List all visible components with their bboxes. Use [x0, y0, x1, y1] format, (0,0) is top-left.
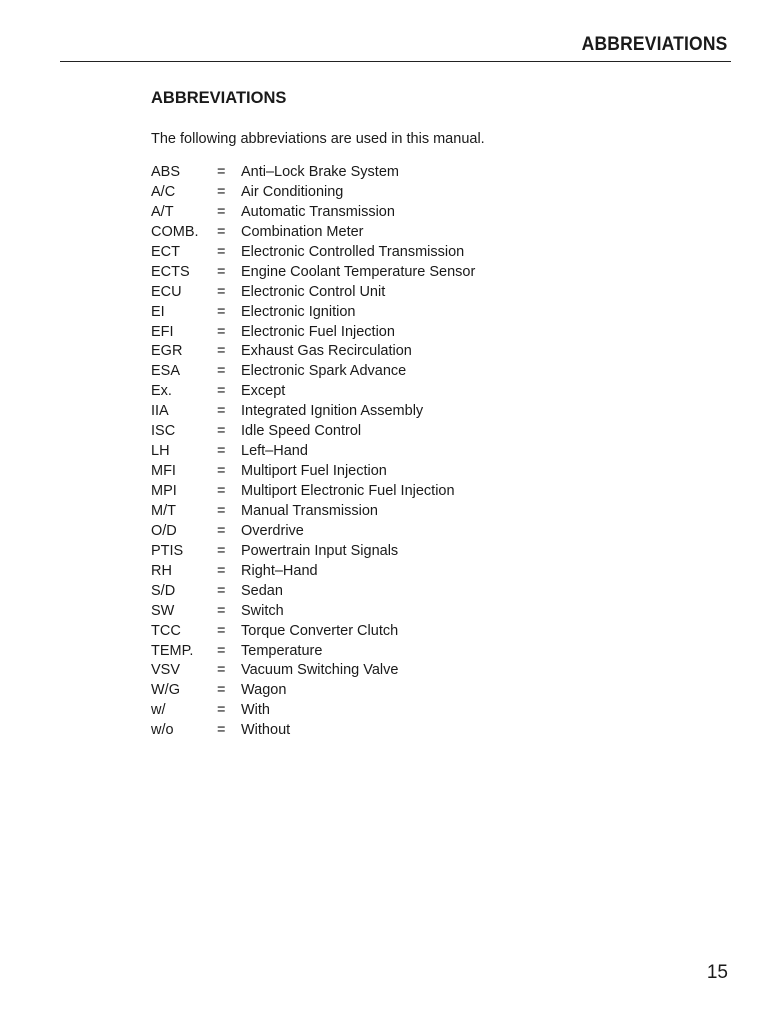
- abbreviation-definition: Left–Hand: [241, 443, 308, 460]
- abbreviation-row: [151, 283, 475, 303]
- equals-sign: =: [217, 582, 226, 599]
- abbreviation-definition: Automatic Transmission: [241, 203, 395, 220]
- equals-sign: =: [217, 383, 226, 400]
- equals-sign: =: [217, 722, 226, 739]
- abbreviation-term: EFI: [151, 323, 174, 340]
- abbreviation-definition: With: [241, 702, 270, 719]
- abbreviation-definition: Electronic Fuel Injection: [241, 323, 395, 340]
- header-divider: [60, 61, 731, 62]
- abbreviation-term: COMB.: [151, 223, 199, 240]
- abbreviation-definition: Electronic Control Unit: [241, 283, 386, 300]
- abbreviation-row: [151, 382, 475, 402]
- abbreviation-term: Ex.: [151, 383, 172, 400]
- abbreviation-definition: Sedan: [241, 582, 283, 599]
- equals-sign: =: [217, 463, 226, 480]
- abbreviation-definition: Vacuum Switching Valve: [241, 662, 399, 679]
- abbreviation-term: S/D: [151, 582, 176, 599]
- equals-sign: =: [217, 542, 226, 559]
- equals-sign: =: [217, 343, 226, 360]
- section-title: ABBREVIATIONS: [151, 89, 287, 107]
- abbreviation-row: [151, 701, 475, 721]
- abbreviation-definition: Manual Transmission: [241, 502, 378, 519]
- equals-sign: =: [217, 243, 226, 260]
- abbreviation-term: EGR: [151, 343, 183, 360]
- abbreviation-row: [151, 362, 475, 382]
- equals-sign: =: [217, 183, 226, 200]
- equals-sign: =: [217, 622, 226, 639]
- abbreviation-row: [151, 223, 475, 243]
- abbreviation-definition: Right–Hand: [241, 562, 318, 579]
- equals-sign: =: [217, 702, 226, 719]
- equals-sign: =: [217, 562, 226, 579]
- abbreviation-term: W/G: [151, 682, 180, 699]
- abbreviation-definition: Electronic Ignition: [241, 303, 356, 320]
- equals-sign: =: [217, 423, 226, 440]
- abbreviation-term: LH: [151, 443, 170, 460]
- equals-sign: =: [217, 283, 226, 300]
- abbreviation-term: SW: [151, 602, 175, 619]
- abbreviation-term: ESA: [151, 363, 181, 380]
- abbreviation-definition: Engine Coolant Temperature Sensor: [241, 263, 476, 280]
- abbreviation-term: w/: [151, 702, 166, 719]
- abbreviation-row: [151, 402, 475, 422]
- abbreviation-row: [151, 522, 475, 542]
- equals-sign: =: [217, 223, 226, 240]
- abbreviation-row: [151, 562, 475, 582]
- equals-sign: =: [217, 502, 226, 519]
- equals-sign: =: [217, 323, 226, 340]
- abbreviation-row: [151, 183, 475, 203]
- abbreviation-row: [151, 721, 475, 741]
- abbreviation-row: [151, 602, 475, 622]
- abbreviation-definition: Switch: [241, 602, 284, 619]
- abbreviation-term: VSV: [151, 662, 181, 679]
- abbreviation-definition: Temperature: [241, 642, 323, 659]
- equals-sign: =: [217, 602, 226, 619]
- abbreviation-term: ISC: [151, 423, 176, 440]
- abbreviation-definition: Powertrain Input Signals: [241, 542, 399, 559]
- abbreviation-row: [151, 303, 475, 323]
- page-number: 15: [706, 962, 728, 983]
- abbreviation-definition: Wagon: [241, 682, 287, 699]
- abbreviation-definition: Combination Meter: [241, 223, 364, 240]
- abbreviation-term: EI: [151, 303, 165, 320]
- abbreviation-definition: Electronic Controlled Transmission: [241, 243, 465, 260]
- abbreviation-row: [151, 323, 475, 343]
- equals-sign: =: [217, 164, 226, 180]
- equals-sign: =: [217, 642, 226, 659]
- abbreviation-definition: Anti–Lock Brake System: [241, 164, 399, 180]
- abbreviation-row: [151, 263, 475, 283]
- equals-sign: =: [217, 303, 226, 320]
- abbreviation-definition: Multiport Electronic Fuel Injection: [241, 483, 455, 499]
- equals-sign: =: [217, 263, 226, 280]
- abbreviation-definition: Air Conditioning: [241, 183, 344, 200]
- abbreviation-term: PTIS: [151, 542, 184, 559]
- abbreviation-row: [151, 622, 475, 642]
- abbreviation-definition: Torque Converter Clutch: [241, 622, 399, 639]
- abbreviation-row: [151, 681, 475, 701]
- equals-sign: =: [217, 682, 226, 699]
- intro-paragraph: The following abbreviations are used in this manual.: [151, 131, 485, 147]
- equals-sign: =: [217, 443, 226, 460]
- abbreviation-term: A/T: [151, 203, 174, 220]
- abbreviation-term: TCC: [151, 622, 181, 639]
- abbreviation-term: O/D: [151, 522, 177, 539]
- abbreviation-term: M/T: [151, 502, 176, 519]
- equals-sign: =: [217, 662, 226, 679]
- abbreviation-list: [151, 163, 475, 741]
- abbreviation-definition: Overdrive: [241, 522, 304, 539]
- running-header-title: ABBREVIATIONS: [581, 34, 727, 55]
- abbreviation-row: [151, 482, 475, 502]
- abbreviation-term: ABS: [151, 164, 181, 180]
- equals-sign: =: [217, 522, 226, 539]
- equals-sign: =: [217, 363, 226, 380]
- abbreviation-row: [151, 462, 475, 482]
- abbreviation-row: [151, 243, 475, 263]
- abbreviation-row: [151, 203, 475, 223]
- abbreviation-term: IIA: [151, 403, 169, 420]
- abbreviation-term: w/o: [151, 722, 174, 739]
- abbreviation-row: [151, 163, 475, 183]
- abbreviation-term: A/C: [151, 183, 176, 200]
- abbreviation-row: [151, 642, 475, 662]
- abbreviation-row: [151, 661, 475, 681]
- abbreviation-definition: Electronic Spark Advance: [241, 363, 407, 380]
- abbreviation-term: ECT: [151, 243, 180, 260]
- abbreviation-term: ECU: [151, 283, 182, 300]
- abbreviation-definition: Except: [241, 383, 286, 400]
- abbreviation-definition: Without: [241, 722, 291, 739]
- abbreviation-definition: Exhaust Gas Recirculation: [241, 343, 412, 360]
- abbreviation-row: [151, 502, 475, 522]
- equals-sign: =: [217, 483, 226, 499]
- abbreviation-row: [151, 442, 475, 462]
- abbreviation-term: MPI: [151, 483, 177, 499]
- abbreviation-definition: Multiport Fuel Injection: [241, 463, 387, 480]
- equals-sign: =: [217, 203, 226, 220]
- abbreviation-definition: Idle Speed Control: [241, 423, 362, 440]
- abbreviation-row: [151, 582, 475, 602]
- abbreviation-row: [151, 342, 475, 362]
- abbreviation-term: RH: [151, 562, 172, 579]
- abbreviation-row: [151, 542, 475, 562]
- abbreviation-row: [151, 422, 475, 442]
- abbreviation-term: MFI: [151, 463, 176, 480]
- equals-sign: =: [217, 403, 226, 420]
- abbreviation-term: TEMP.: [151, 642, 194, 659]
- abbreviation-definition: Integrated Ignition Assembly: [241, 403, 424, 420]
- abbreviation-term: ECTS: [151, 263, 190, 280]
